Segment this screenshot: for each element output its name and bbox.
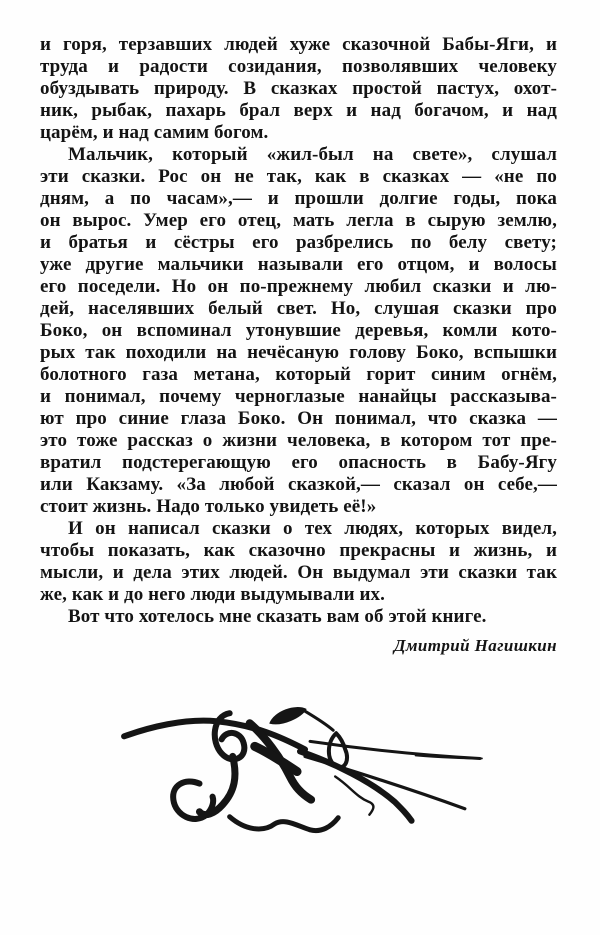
text-line: или Какзаму. «За любой сказкой,— сказал он себе,— (40, 474, 557, 495)
author-signature: Дмитрий Нагишкин (393, 636, 557, 655)
text-line: рых так походили на нечёсаную голову Боко, вспышки (40, 342, 557, 363)
text-line: вратил подстерегающую его опасность в Бабу-Ягу (40, 452, 557, 473)
text-line: И он написал сказки о тех людях, которых видел, (68, 518, 557, 539)
text-line: эти сказки. Рос он не так, как в сказках — «не по (40, 166, 557, 187)
text-line: болотного газа метана, который горит синим огнём, (40, 364, 557, 385)
text-line: Мальчик, который «жил-был на свете», слушал (68, 144, 557, 165)
text-line: же, как и до него люди выдумывали их. (40, 584, 385, 605)
twigs-illustration (104, 700, 496, 838)
text-line: царём, и над самим богом. (40, 122, 269, 143)
paragraph (40, 34, 557, 144)
paragraph (40, 518, 557, 606)
text-line: он вырос. Умер его отец, мать легла в сырую землю, (40, 210, 557, 231)
text-line: его поседели. Но он по-прежнему любил сказки и лю- (40, 276, 557, 297)
text-line: это тоже рассказ о жизни человека, в котором тот пре- (40, 430, 557, 451)
text-line: и горя, терзавших людей хуже сказочной Бабы-Яги, и (40, 34, 557, 55)
text-line: и понимал, почему черноглазые нанайцы рассказыва- (40, 386, 557, 407)
text-line: мысли, и дела этих людей. Он выдумал эти сказки так (40, 562, 557, 583)
paragraph (40, 606, 557, 628)
text-line: стоит жизнь. Надо только увидеть её!» (40, 496, 377, 517)
text-line: Боко, он вспоминал утонувшие деревья, комли кото- (40, 320, 557, 341)
text-line: обуздывать природу. В сказках простой пастух, охот- (40, 78, 557, 99)
paragraph (40, 144, 557, 518)
text-line: труда и радости созидания, позволявших человеку (40, 56, 557, 77)
text-line: ник, рыбак, пахарь брал верх и над богачом, и над (40, 100, 557, 121)
twigs-ink-drawing-icon (104, 700, 496, 838)
text-line: уже другие мальчики называли его отцом, и волосы (40, 254, 557, 275)
text-line: дей, населявших белый свет. Но, слушая сказки про (40, 298, 557, 319)
text-line: Вот что хотелось мне сказать вам об этой книге. (68, 606, 487, 627)
text-block (40, 34, 557, 628)
text-line: ют про синие глаза Боко. Он понимал, что сказка — (40, 408, 557, 429)
text-line: чтобы показать, как сказочно прекрасны и жизнь, и (40, 540, 557, 561)
text-line: дням, а по часам»,— и прошли долгие годы, пока (40, 188, 557, 209)
text-line: и братья и сёстры его разбрелись по белу свету; (40, 232, 557, 253)
